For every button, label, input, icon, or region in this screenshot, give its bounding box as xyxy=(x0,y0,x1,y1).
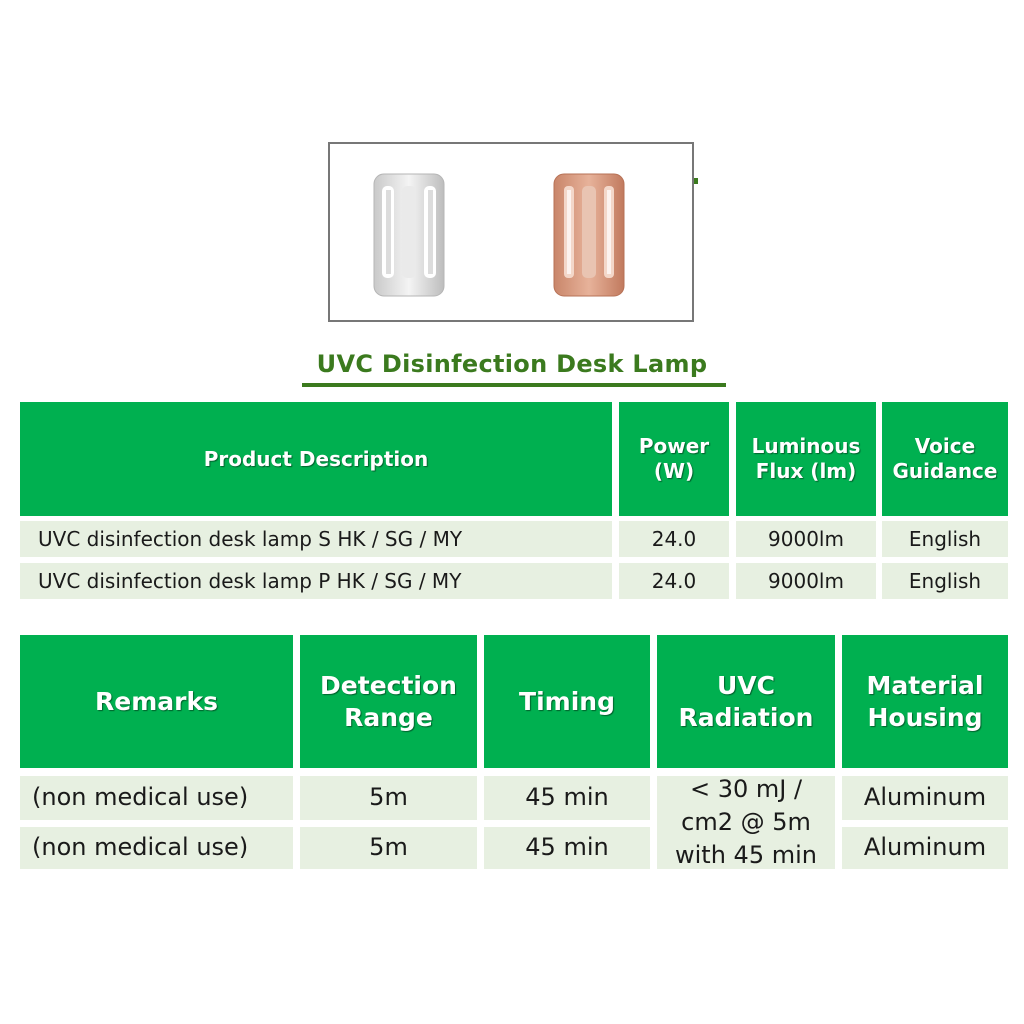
table2-row2-remarks: (non medical use) xyxy=(20,827,293,869)
table1-row1-description: UVC disinfection desk lamp S HK / SG / MY xyxy=(20,521,612,557)
product-image-frame xyxy=(328,142,694,322)
table1-row2-description: UVC disinfection desk lamp P HK / SG / MY xyxy=(20,563,612,599)
table1-header-luminous-flux: Luminous Flux (lm) xyxy=(736,402,876,516)
table2-row2-material-housing: Aluminum xyxy=(842,827,1008,869)
table2-header-remarks: Remarks xyxy=(20,635,293,768)
table1-row1-power: 24.0 xyxy=(619,521,729,557)
image-corner-mark xyxy=(694,178,698,184)
title-underline xyxy=(302,383,726,387)
table1-header-product-description: Product Description xyxy=(20,402,612,516)
table2-row1-detection-range: 5m xyxy=(300,776,477,820)
silver-lamp-image xyxy=(372,172,446,298)
table1-row1-luminous-flux: 9000lm xyxy=(736,521,876,557)
table1-row2-luminous-flux: 9000lm xyxy=(736,563,876,599)
table2-header-timing: Timing xyxy=(484,635,650,768)
table2-uvc-radiation-value: < 30 mJ / cm2 @ 5m with 45 min xyxy=(657,776,835,869)
table1-header-voice-guidance: Voice Guidance xyxy=(882,402,1008,516)
table2-header-uvc-radiation: UVC Radiation xyxy=(657,635,835,768)
table1-row1-voice-guidance: English xyxy=(882,521,1008,557)
rose-gold-lamp-image xyxy=(552,172,626,298)
table2-header-detection-range: Detection Range xyxy=(300,635,477,768)
table1-row2-voice-guidance: English xyxy=(882,563,1008,599)
table1-header-power: Power (W) xyxy=(619,402,729,516)
table2-row2-timing: 45 min xyxy=(484,827,650,869)
table2-row1-timing: 45 min xyxy=(484,776,650,820)
table1-row2-power: 24.0 xyxy=(619,563,729,599)
table2-row1-remarks: (non medical use) xyxy=(20,776,293,820)
table2-row1-material-housing: Aluminum xyxy=(842,776,1008,820)
table2-header-material-housing: Material Housing xyxy=(842,635,1008,768)
table2-row2-detection-range: 5m xyxy=(300,827,477,869)
page-title: UVC Disinfection Desk Lamp xyxy=(316,350,708,378)
